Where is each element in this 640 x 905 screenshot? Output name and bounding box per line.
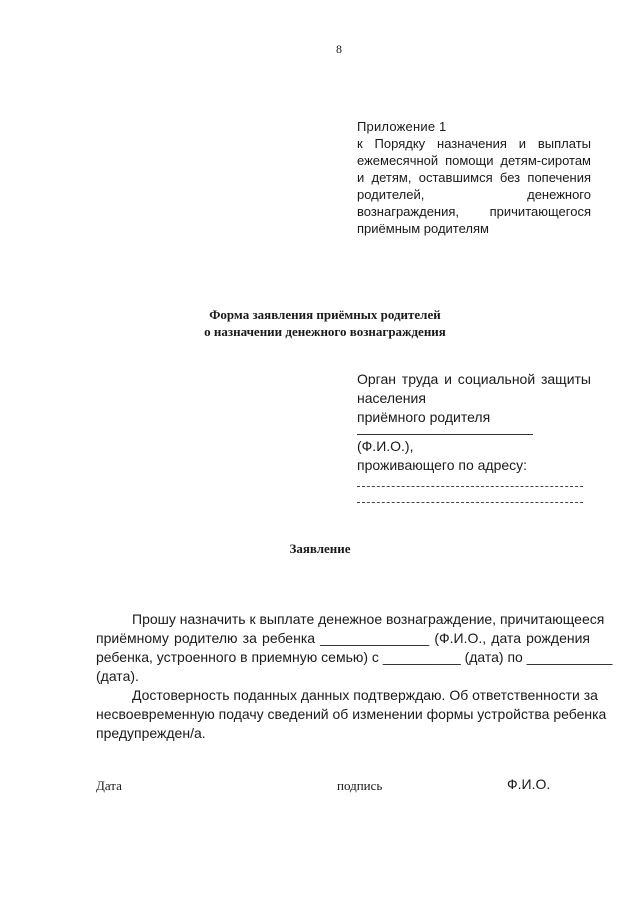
- paragraph-2-line-3: предупрежден/а.: [96, 725, 206, 741]
- footer-fio: Ф.И.О.: [507, 776, 551, 792]
- paragraph-1-line-4: (дата).: [96, 668, 139, 684]
- addressee-block: [357, 370, 591, 427]
- addressee-line-3: приёмного родителя: [357, 409, 491, 425]
- addressee-line-1: Орган труда и социальной защиты: [357, 371, 591, 387]
- statement-body: [96, 610, 613, 743]
- form-title-line-2: о назначении денежного вознаграждения: [204, 324, 446, 339]
- appendix-block: [357, 118, 591, 237]
- form-title-line-1: Форма заявления приёмных родителей: [209, 307, 441, 322]
- page-number: 8: [336, 42, 342, 56]
- paragraph-1-line-2: приёмному родителю за ребенка ______________ (Ф.И.О., дата рождения: [96, 630, 590, 646]
- address-underline-2: [357, 502, 583, 503]
- paragraph-2-line-2: несвоевременную подачу сведений об изменении формы устройства ребенка: [96, 706, 607, 722]
- footer-signature: подпись: [337, 778, 383, 793]
- appendix-line-1: Приложение 1: [357, 119, 447, 134]
- appendix-line-7: приёмным родителям: [357, 221, 489, 236]
- appendix-line-3: ежемесячной помощи детям-сиротам: [357, 153, 591, 168]
- addressee-line-2: населения: [357, 390, 426, 406]
- appendix-line-6: вознаграждения, причитающегося: [357, 204, 591, 219]
- form-title: [160, 306, 490, 340]
- address-underline-1: [357, 486, 583, 487]
- paragraph-1-line-3: ребенка, устроенного в приемную семью) с __________ (дата) по ___________: [96, 649, 613, 665]
- paragraph-1-line-1: Прошу назначить к выплате денежное вознаграждение, причитающееся: [132, 611, 605, 627]
- addressee-address-label: проживающего по адресу:: [357, 457, 528, 473]
- paragraph-2-line-1: Достоверность поданных данных подтверждаю. Об ответственности за: [132, 687, 598, 703]
- footer-date: Дата: [96, 778, 122, 793]
- statement-title: Заявление: [289, 541, 351, 556]
- appendix-line-5: родителей, денежного: [357, 187, 591, 202]
- addressee-fio: (Ф.И.О.),: [357, 438, 414, 454]
- name-underline: [357, 434, 533, 435]
- appendix-line-2: к Порядку назначения и выплаты: [357, 136, 591, 151]
- appendix-line-4: и детям, оставшимся без попечения: [357, 170, 591, 185]
